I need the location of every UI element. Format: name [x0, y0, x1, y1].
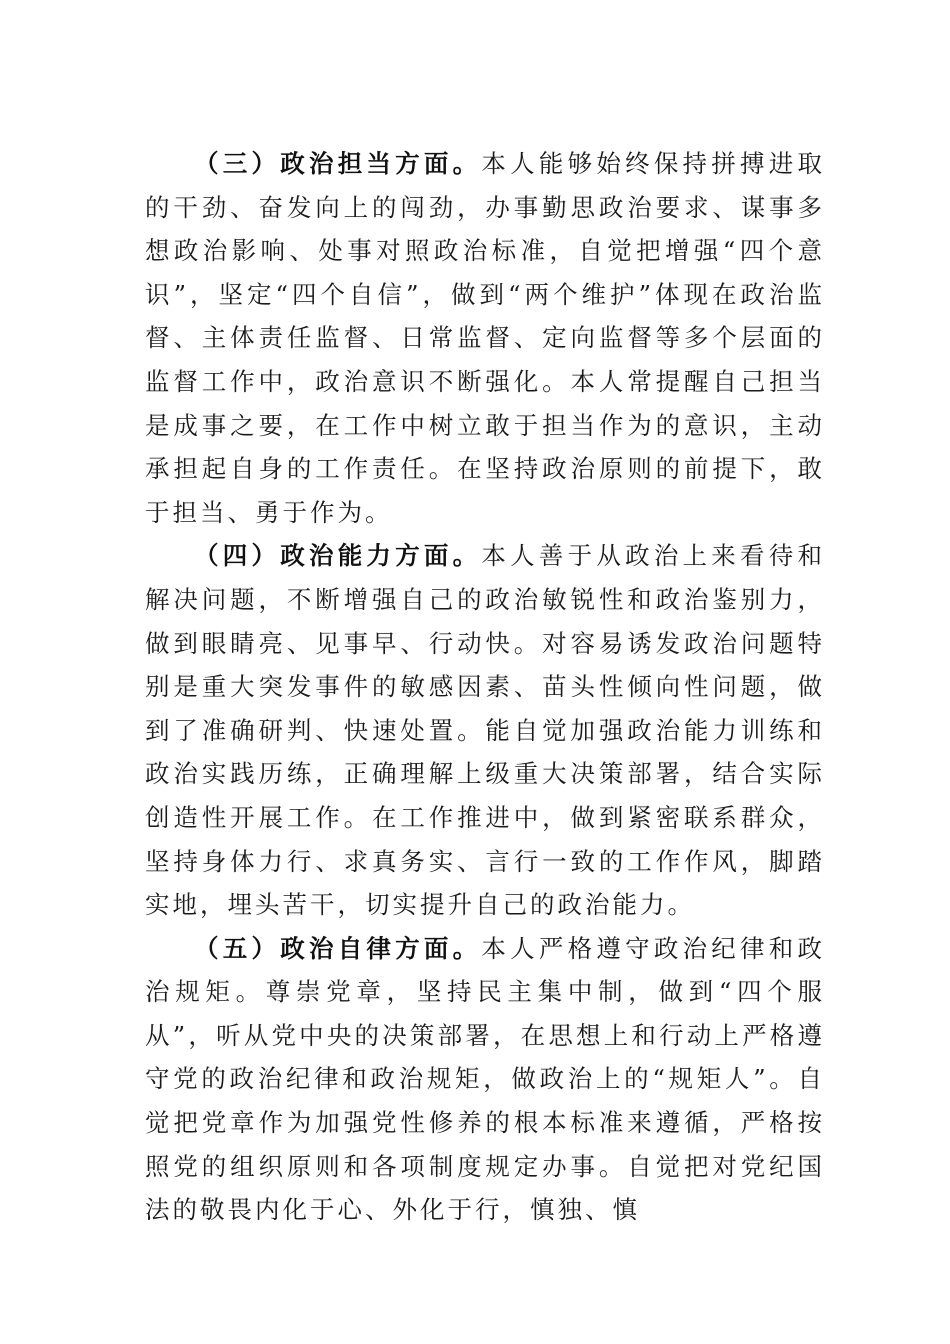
paragraph-heading: （五）政治自律方面。 [194, 933, 482, 963]
paragraph-text: 本人严格遵守政治纪律和政治规矩。尊崇党章，坚持民主集中制，做到“四个服从”，听从党中央的决策部署，在思想上和行动上严格遵守党的政治纪律和政治规矩，做政治上的“规矩人”。自觉把党章作为加强党性修养的根本标准来遵循，严格按照党的组织原则和各项制度规定办事。自觉把对党纪国法的敬畏内化于心、外化于行，慎独、慎 [145, 933, 826, 1225]
document-body [145, 142, 825, 1232]
paragraph-political-self-discipline [145, 927, 825, 1232]
paragraph-political-ability [145, 534, 825, 926]
paragraph-heading: （三）政治担当方面。 [194, 149, 482, 178]
paragraph-heading: （四）政治能力方面。 [194, 541, 482, 571]
paragraph-text: 本人善于从政治上来看待和解决问题，不断增强自己的政治敏锐性和政治鉴别力，做到眼睛亮、见事早、行动快。对容易诱发政治问题特别是重大突发事件的敏感因素、苗头性倾向性问题，做到了准确研判、快速处置。能自觉加强政治能力训练和政治实践历练，正确理解上级重大决策部署，结合实际创造性开展工作。在工作推进中，做到紧密联系群众，坚持身体力行、求真务实、言行一致的工作作风，脚踏实地，埋头苦干，切实提升自己的政治能力。 [145, 541, 826, 920]
paragraph-text: 本人能够始终保持拼搏进取的干劲、奋发向上的闯劲，办事勤思政治要求、谋事多想政治影响、处事对照政治标准，自觉把增强“四个意识”，坚定“四个自信”，做到“两个维护”体现在政治监督、主体责任监督、日常监督、定向监督等多个层面的监督工作中，政治意识不断强化。本人常提醒自己担当是成事之要，在工作中树立敢于担当作为的意识，主动承担起自身的工作责任。在坚持政治原则的前提下，敢于担当、勇于作为。 [145, 149, 826, 527]
paragraph-political-responsibility [145, 142, 825, 534]
